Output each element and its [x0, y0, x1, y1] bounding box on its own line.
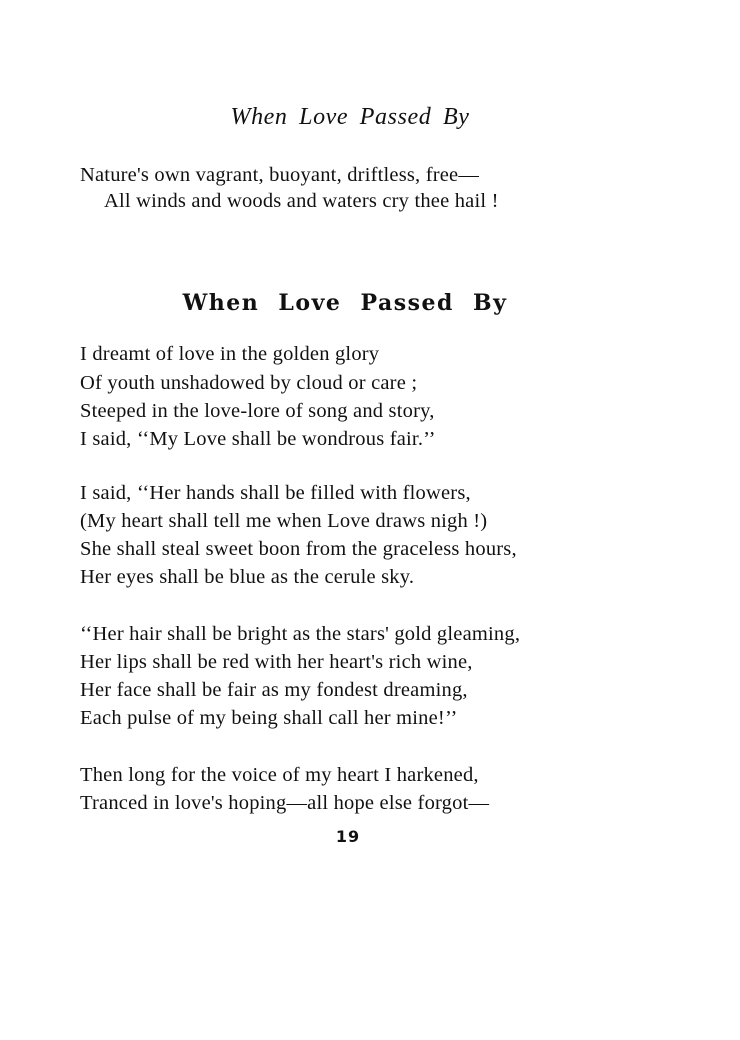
previous-poem-line: Nature's own vagrant, buoyant, driftless, free—: [80, 164, 480, 186]
poem-line: Each pulse of my being shall call her mine!’’: [80, 707, 458, 729]
page-number: 19: [335, 827, 361, 846]
poem-line: (My heart shall tell me when Love draws nigh !): [80, 510, 488, 532]
poem-line: Of youth unshadowed by cloud or care ;: [80, 372, 418, 394]
running-head: When Love Passed By: [230, 104, 470, 130]
poem-line: I dreamt of love in the golden glory: [80, 343, 380, 365]
poem-line: ‘‘Her hair shall be bright as the stars' gold gleaming,: [80, 623, 521, 645]
poem-line: Steeped in the love-lore of song and story,: [80, 400, 435, 422]
poem-line: She shall steal sweet boon from the graceless hours,: [80, 538, 517, 560]
poem-line: I said, ‘‘My Love shall be wondrous fair.’’: [80, 428, 436, 450]
poem-line: Her eyes shall be blue as the cerule sky.: [80, 566, 415, 588]
poem-line: Then long for the voice of my heart I harkened,: [80, 764, 479, 786]
poem-line: Her lips shall be red with her heart's rich wine,: [80, 651, 473, 673]
poem-line: Tranced in love's hoping—all hope else forgot—: [80, 792, 490, 814]
poem-line: Her face shall be fair as my fondest dreaming,: [80, 679, 468, 701]
poem-title: When Love Passed By: [182, 290, 508, 316]
poem-line: I said, ‘‘Her hands shall be filled with flowers,: [80, 482, 471, 504]
previous-poem-line: All winds and woods and waters cry thee hail !: [104, 190, 499, 212]
